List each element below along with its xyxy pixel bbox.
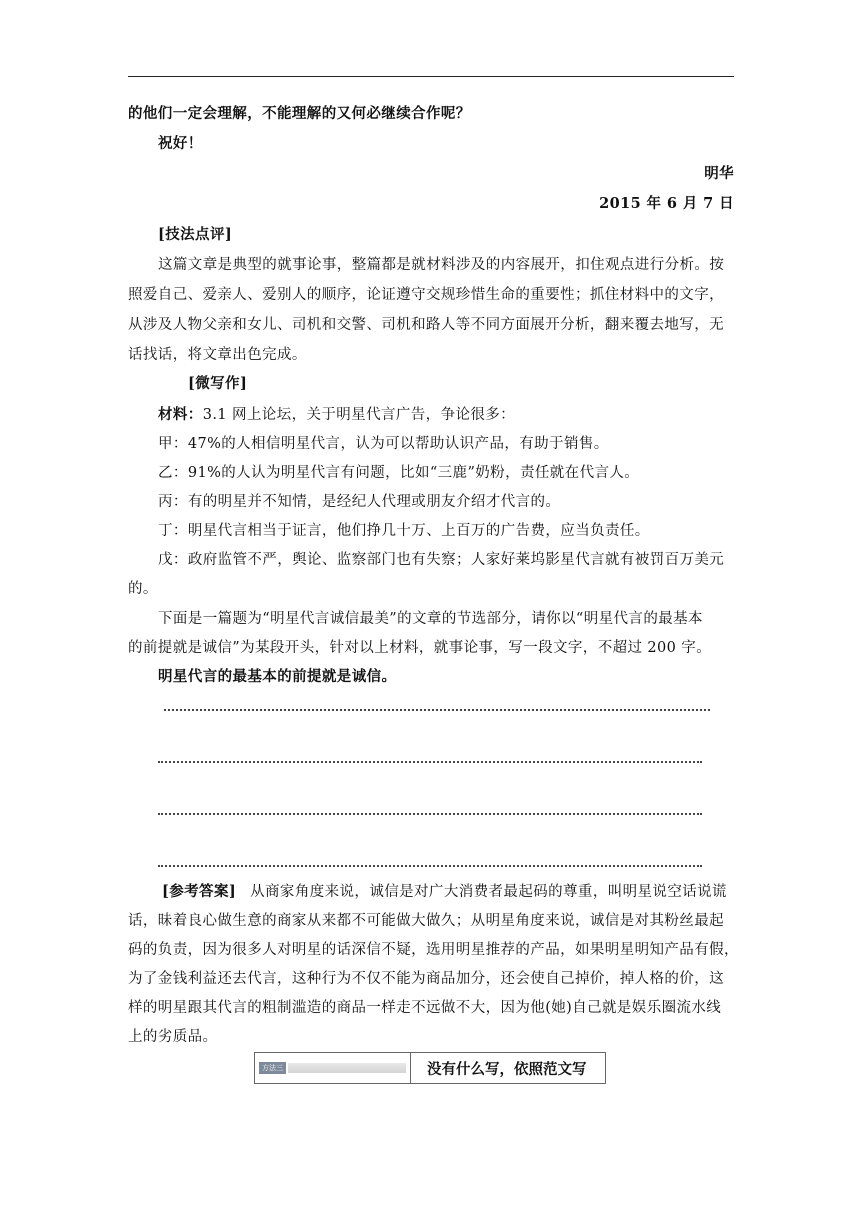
writing-line (158, 761, 702, 763)
reference-answer-line: 为了金钱利益还去代言，这种行为不仅不能为商品加分，还会使自己掉价，掉人格的价，这 (128, 971, 724, 987)
method-tag: 方法三 (259, 1062, 286, 1074)
opinion-line (158, 521, 770, 541)
opinion-text: 91%的人认为明星代言有问题，比如“三鹿”奶粉，责任就在代言人。 (187, 465, 640, 481)
opinion-text: 47%的人相信明星代言，认为可以帮助认识产品，有助于销售。 (187, 436, 609, 452)
method-tag-panel (255, 1053, 411, 1083)
opinion-line (158, 434, 770, 454)
tech-review-heading: [技法点评] (158, 226, 233, 243)
opinion-label: 甲： (158, 436, 188, 452)
material-intro: 3.1 网上论坛，关于明星代言广告，争论很多： (202, 407, 516, 423)
reference-answer-line: 码的负责，因为很多人对明星的话深信不疑，选用明星推荐的产品，如果明星明知产品有假， (128, 942, 739, 958)
tech-review-line: 这篇文章是典型的就事论事，整篇都是就材料涉及的内容展开，扣住观点进行分析。按 (158, 257, 725, 273)
task-line: 下面是一篇题为“明星代言诚信最美”的文章的节选部分，请你以“明星代言的最基本 (158, 611, 703, 627)
writing-line (158, 813, 702, 815)
reference-answer-line: 样的明星跟其代言的粗制滥造的商品一样走不远做不大，因为他(她)自己就是娱乐圈流水线 (128, 1000, 722, 1016)
reference-answer-line: 话，昧着良心做生意的商家从来都不可能做大做久；从明星角度来说，诚信是对其粉丝最起 (128, 913, 724, 929)
opinion-line (158, 492, 770, 512)
letter-greeting: 祝好！ (158, 135, 203, 152)
opinion-text: 明星代言相当于证言，他们挣几十万、上百万的广告费，应当负责任。 (187, 523, 650, 539)
reference-answer-text: 从商家角度来说，诚信是对广大消费者最起码的尊重，叫明星说空话说谎 (250, 884, 727, 900)
writing-line (158, 865, 702, 867)
reference-answer-line: 上的劣质品。 (128, 1029, 218, 1045)
method-tag-bar (288, 1063, 406, 1073)
material-label: 材料： (158, 406, 203, 423)
tech-review-line: 从涉及人物父亲和女儿、司机和交警、司机和路人等不同方面展开分析，翻来覆去地写，无 (128, 317, 724, 333)
writing-line (164, 709, 710, 711)
opinion-text: 政府监管不严，舆论、监察部门也有失察；人家好莱坞影星代言就有被罚百万美元 (187, 552, 725, 568)
tech-review-line: 照爱自己、爱亲人、爱别人的顺序，论证遵守交规珍惜生命的重要性；抓住材料中的文字， (128, 287, 724, 303)
opinion-label: 戊： (158, 552, 188, 568)
method-title: 没有什么写，依照范文写 (427, 1060, 587, 1078)
reference-answer-label: [参考答案] (162, 883, 237, 900)
opinion-line (158, 463, 770, 483)
reference-answer-first-line (162, 882, 774, 902)
task-line: 的前提就是诚信”为某段开头，针对以上材料，就事论事，写一段文字，不超过 200 字。 (128, 640, 712, 656)
opinion-label: 丙： (158, 494, 188, 510)
opinion-label: 丁： (158, 523, 188, 539)
material-line (158, 405, 770, 425)
opening-sentence: 明星代言的最基本的前提就是诚信。 (158, 668, 397, 685)
opinion-label: 乙： (158, 465, 188, 481)
letter-date: 2015 年 6 月 7 日 (599, 195, 734, 212)
opinion-line (158, 550, 770, 570)
letter-signature: 明华 (704, 165, 734, 182)
opinion-tail: 的。 (128, 581, 158, 597)
header-rule (128, 76, 734, 77)
micro-writing-heading: [微写作] (188, 375, 248, 392)
opinion-text: 有的明星并不知情，是经纪人代理或朋友介绍才代言的。 (187, 494, 561, 510)
tech-review-line: 话找话，将文章出色完成。 (128, 347, 307, 363)
letter-closing-line: 的他们一定会理解，不能理解的又何必继续合作呢？ (128, 105, 471, 122)
method-box (254, 1052, 606, 1084)
